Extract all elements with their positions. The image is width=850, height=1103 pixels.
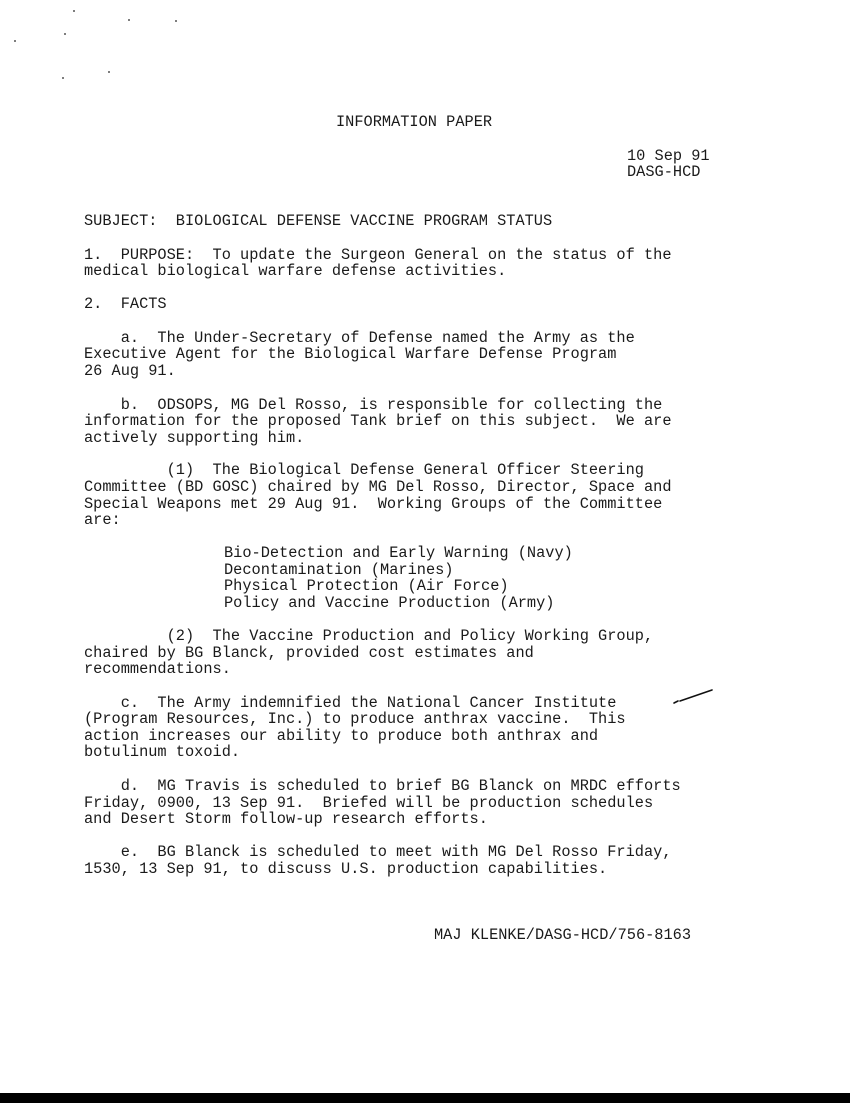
working-group-item: Policy and Vaccine Production (Army) (224, 594, 555, 612)
working-group-item: Physical Protection (Air Force) (224, 577, 509, 595)
scan-speck (64, 33, 66, 35)
document-title: INFORMATION PAPER (336, 113, 493, 131)
para-e-line: e. BG Blanck is scheduled to meet with MG Del Rosso Friday, (84, 843, 672, 861)
scan-edge-bar (0, 1093, 850, 1103)
para-a-line: a. The Under-Secretary of Defense named the Army as the (84, 329, 635, 347)
purpose-line: 1. PURPOSE: To update the Surgeon General on the status of the (84, 246, 672, 264)
para-b2-line: (2) The Vaccine Production and Policy Working Group, (84, 627, 654, 645)
purpose-line: medical biological warfare defense activities. (84, 262, 507, 280)
subject-line: SUBJECT: BIOLOGICAL DEFENSE VACCINE PROGRAM STATUS (84, 212, 553, 230)
para-a-line: 26 Aug 91. (84, 362, 176, 380)
author-line: MAJ KLENKE/DASG-HCD/756-8163 (434, 926, 692, 944)
para-b2-line: recommendations. (84, 660, 231, 678)
para-d-line: Friday, 0900, 13 Sep 91. Briefed will be production schedules (84, 794, 654, 812)
para-e-line: 1530, 13 Sep 91, to discuss U.S. production capabilities. (84, 860, 608, 878)
document-date: 10 Sep 91 (627, 147, 710, 165)
para-b2-line: chaired by BG Blanck, provided cost estimates and (84, 644, 534, 662)
handwritten-check-icon (672, 688, 714, 706)
para-c-line: botulinum toxoid. (84, 743, 241, 761)
scan-speck (62, 77, 64, 79)
para-c-line: c. The Army indemnified the National Cancer Institute (84, 694, 617, 712)
para-d-line: and Desert Storm follow-up research efforts. (84, 810, 488, 828)
para-b-line: actively supporting him. (84, 429, 305, 447)
para-b-line: information for the proposed Tank brief on this subject. We are (84, 412, 672, 430)
para-d-line: d. MG Travis is scheduled to brief BG Blanck on MRDC efforts (84, 777, 681, 795)
para-b1-line: Special Weapons met 29 Aug 91. Working Groups of the Committee (84, 495, 663, 513)
para-c-line: action increases our ability to produce both anthrax and (84, 727, 599, 745)
working-group-item: Decontamination (Marines) (224, 561, 454, 579)
facts-heading: 2. FACTS (84, 295, 167, 313)
para-a-line: Executive Agent for the Biological Warfare Defense Program (84, 345, 617, 363)
scan-speck (175, 20, 177, 22)
para-b1-line: (1) The Biological Defense General Officer Steering (84, 461, 644, 479)
working-group-item: Bio-Detection and Early Warning (Navy) (224, 544, 573, 562)
scan-speck (108, 71, 110, 73)
para-b1-line: Committee (BD GOSC) chaired by MG Del Rosso, Director, Space and (84, 478, 672, 496)
scan-speck (14, 40, 16, 42)
para-b-line: b. ODSOPS, MG Del Rosso, is responsible for collecting the (84, 396, 663, 414)
scan-speck (73, 10, 75, 12)
para-b1-line: are: (84, 511, 121, 529)
office-symbol: DASG-HCD (627, 163, 701, 181)
para-c-line: (Program Resources, Inc.) to produce anthrax vaccine. This (84, 710, 626, 728)
scan-speck (128, 19, 130, 21)
